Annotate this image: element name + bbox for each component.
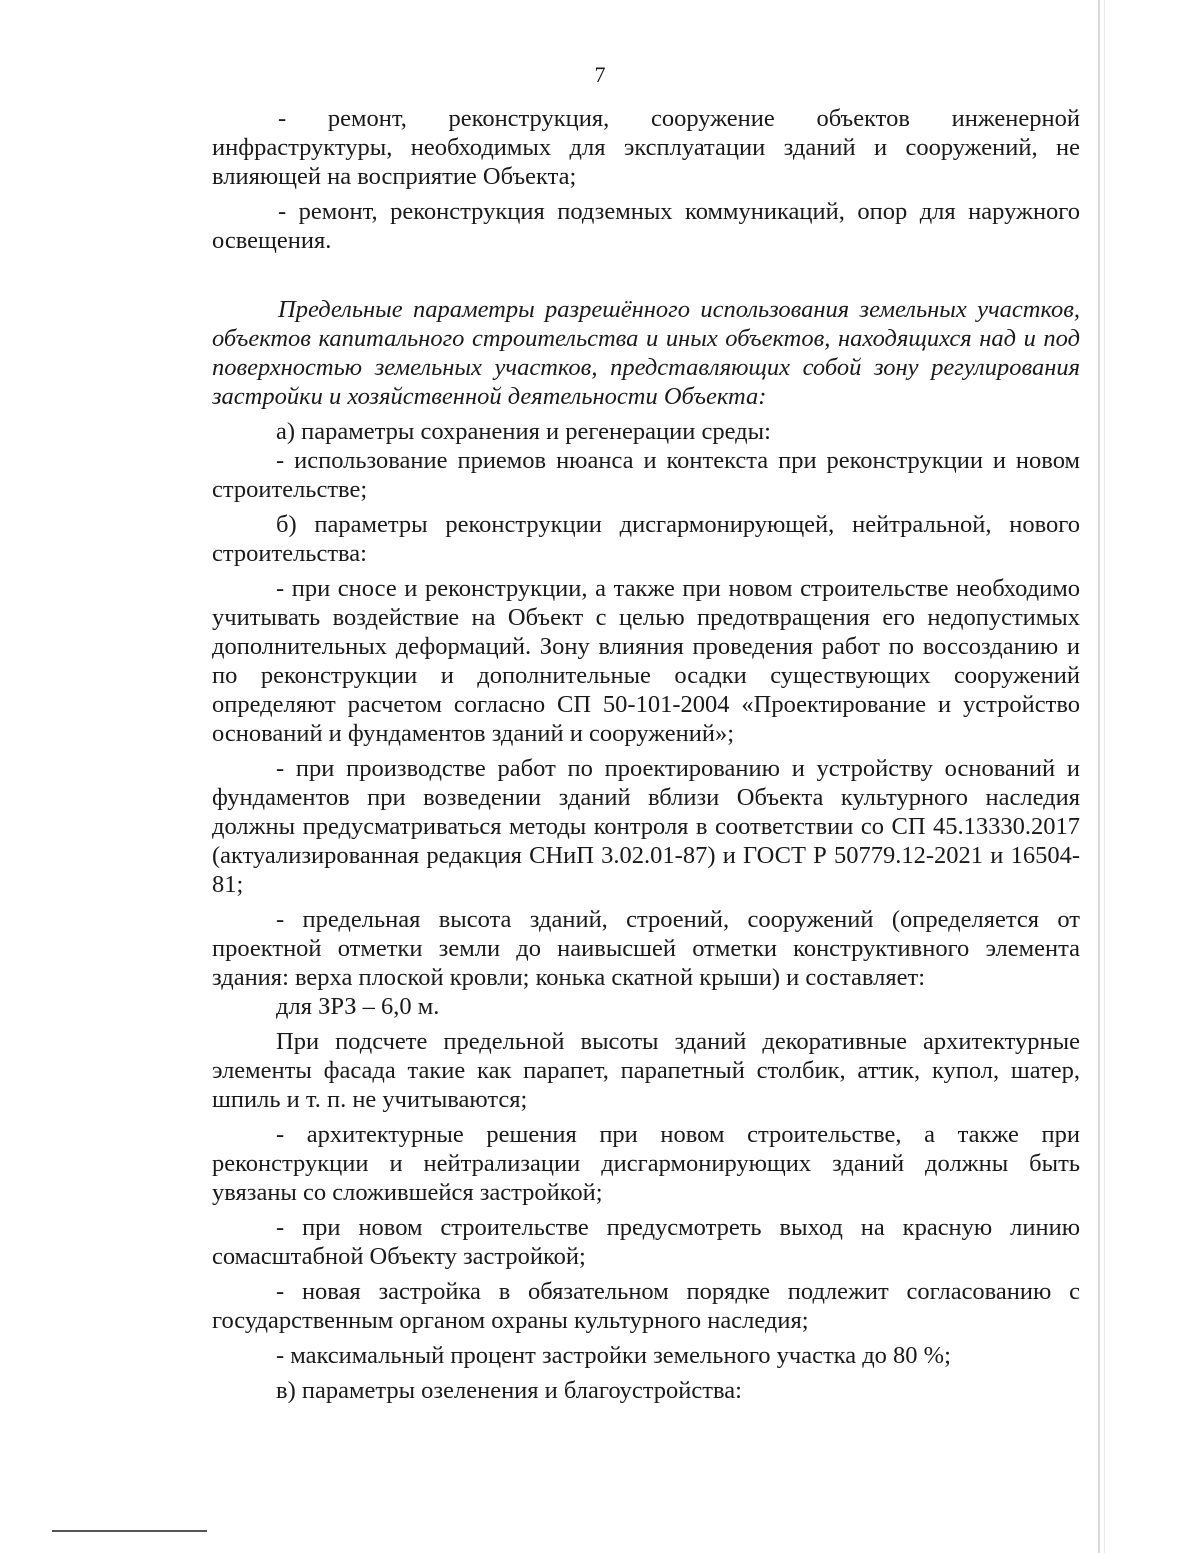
paragraph-building-percentage: - максимальный процент застройки земельного участка до 80 %; [276,1342,951,1369]
paragraph-landscaping-parameters: в) параметры озеленения и благоустройства: [276,1377,742,1404]
paragraph-approval: - новая застройка в обязательном порядке подлежит согласованию с государственным органом охраны культурного наследия; [212,1278,1080,1334]
paragraph-nuance-context: - использование приемов нюанса и контекста при реконструкции и новом строительстве; [212,447,1080,503]
scan-edge-line-secondary [1104,0,1105,1553]
document-body [212,104,1080,1405]
paragraph-reconstruction-parameters: б) параметры реконструкции дисгармонирующей, нейтральной, нового строительства: [212,511,1080,567]
paragraph-architectural-solutions: - архитектурные решения при новом строительстве, а также при реконструкции и нейтрализации дисгармонирующих зданий должны быть увязаны со сложившейся застройкой; [212,1121,1080,1206]
paragraph-zrz-height: для ЗРЗ – 6,0 м. [276,993,440,1020]
footnote-rule [52,1530,207,1532]
page-number: 7 [594,62,606,87]
paragraph-demolition-reconstruction: - при сносе и реконструкции, а также при новом строительстве необходимо учитывать воздействие на Объект с целью предотвращения его недопустимых дополнительных деформаций. Зону влияния проведения работ по воссозданию и по реконструкции и дополнительные осадки существующих сооружений определяют расчетом согласно СП 50-101-2004 «Проектирование и устройство оснований и фундаментов зданий и сооружений»; [212,575,1080,747]
scan-edge-line [1098,0,1100,1553]
paragraph-limit-parameters-intro: Предельные параметры разрешённого использования земельных участков, объектов капитального строительства и иных объектов, находящихся над и под поверхностью земельных участков, представляющих собой зону регулирования застройки и хозяйственной деятельности Объекта: [212,296,1080,410]
paragraph-environment-parameters: а) параметры сохранения и регенерации среды: [276,418,771,445]
paragraph-red-line: - при новом строительстве предусмотреть выход на красную линию сомасштабной Объекту застройкой; [212,1214,1080,1270]
paragraph-decorative-elements: При подсчете предельной высоты зданий декоративные архитектурные элементы фасада такие как парапет, парапетный столбик, аттик, купол, шатер, шпиль и т. п. не учитываются; [212,1028,1080,1113]
paragraph-underground-communications: - ремонт, реконструкция подземных коммуникаций, опор для наружного освещения. [212,198,1080,254]
paragraph-engineering-infrastructure: - ремонт, реконструкция, сооружение объектов инженерной инфраструктуры, необходимых для эксплуатации зданий и сооружений, не влияющей на восприятие Объекта; [212,105,1080,190]
paragraph-height-limit: - предельная высота зданий, строений, сооружений (определяется от проектной отметки земли до наивысшей отметки конструктивного элемента здания: верха плоской кровли; конька скатной крыши) и составляет: [212,906,1080,991]
paragraph-foundations-control: - при производстве работ по проектированию и устройству оснований и фундаментов при возведении зданий вблизи Объекта культурного наследия должны предусматриваться методы контроля в соответствии со СП 45.13330.2017 (актуализированная редакция СНиП 3.02.01-87) и ГОСТ Р 50779.12-2021 и 16504-81; [212,755,1080,898]
